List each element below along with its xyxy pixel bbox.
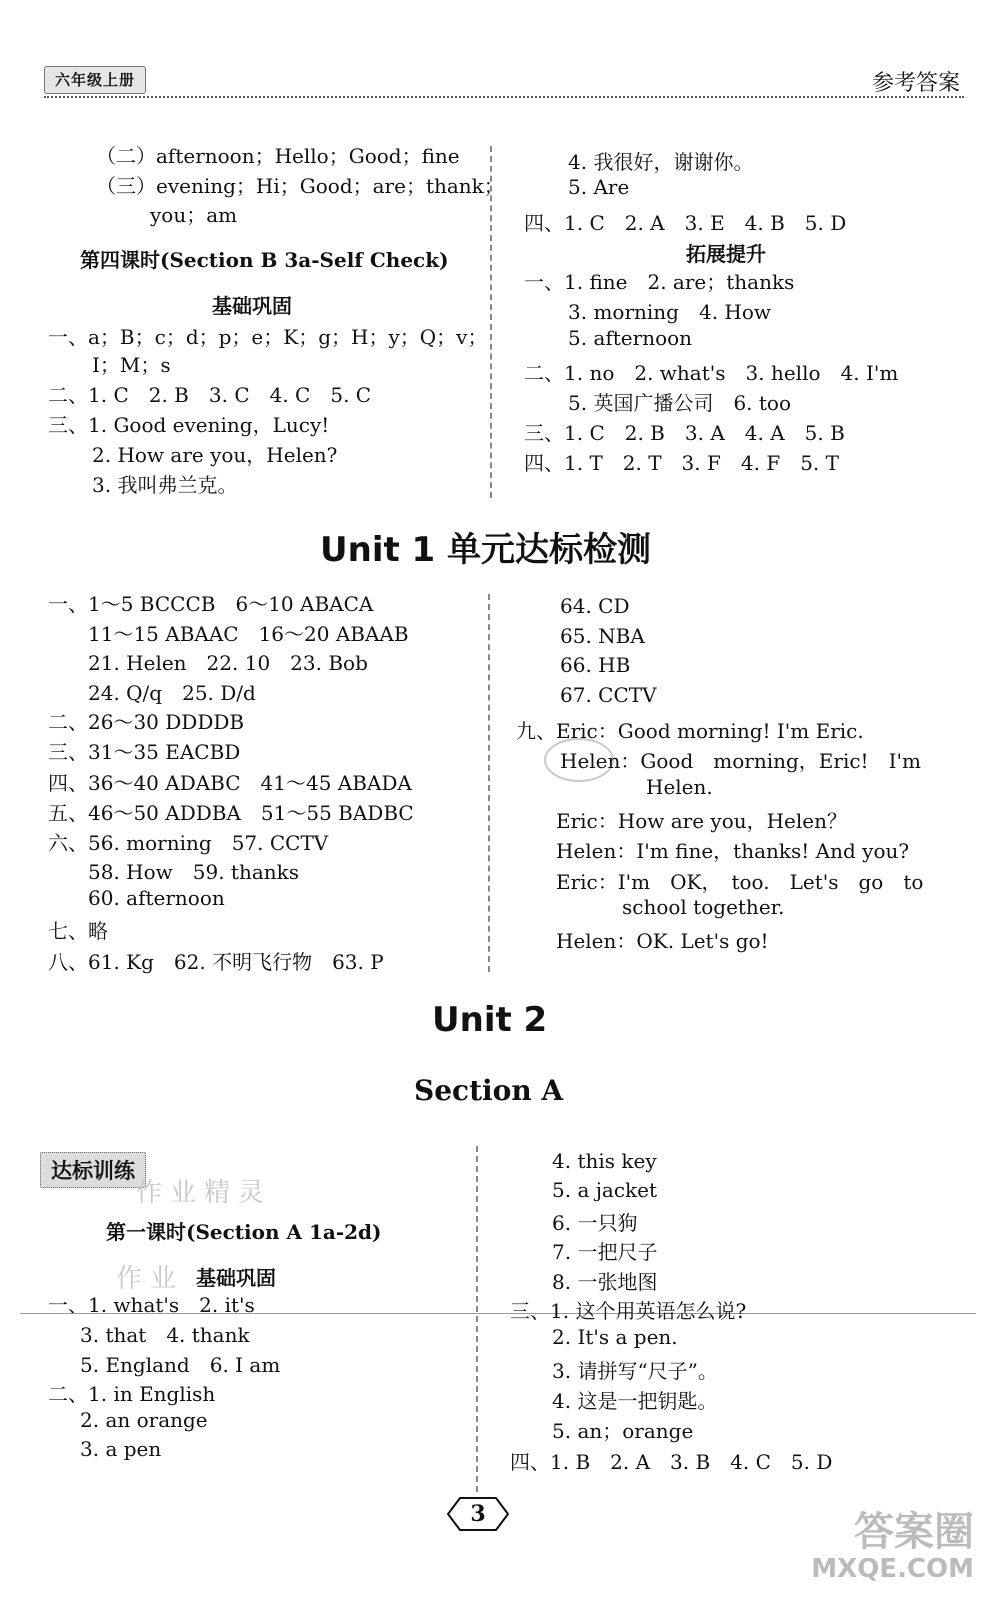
- answer-line: 八、61. Kg 62. 不明飞行物 63. P: [48, 950, 384, 974]
- answer-line: （三）evening；Hi；Good；are；thank；: [96, 174, 504, 198]
- unit2-title: Unit 2: [432, 1000, 548, 1040]
- answer-line: 7. 一把尺子: [552, 1240, 658, 1264]
- answer-line: 5. England 6. I am: [80, 1353, 281, 1377]
- answer-line: 三、1. C 2. B 3. A 4. A 5. B: [524, 421, 845, 445]
- answer-line: 5. 英国广播公司 6. too: [568, 391, 791, 415]
- answer-line: 4. 我很好，谢谢你。: [568, 150, 754, 174]
- grade-tag: 六年级上册: [44, 66, 146, 94]
- practice-badge: 达标训练: [40, 1152, 146, 1188]
- answer-line: 67. CCTV: [560, 683, 657, 707]
- answer-line: Helen：Good morning，Eric! I'm: [560, 749, 921, 773]
- answer-line: 三、1. 这个用英语怎么说?: [510, 1299, 747, 1323]
- answer-line: Helen：OK. Let's go!: [556, 929, 769, 953]
- answer-line: 3. 请拼写“尺子”。: [552, 1359, 718, 1383]
- answer-line: 九、Eric：Good morning! I'm Eric.: [516, 719, 864, 743]
- answer-line: 三、1. Good evening，Lucy!: [48, 413, 330, 437]
- answer-line: 一、1. what's 2. it's: [48, 1293, 255, 1317]
- answer-line: I；M；s: [92, 353, 171, 377]
- subsection-heading: 拓展提升: [686, 242, 766, 266]
- answer-line: 3. 我叫弗兰克。: [92, 473, 238, 497]
- answer-line: 七、略: [48, 919, 108, 943]
- horizontal-rule: [20, 1313, 976, 1314]
- answer-line: 2. an orange: [80, 1408, 208, 1432]
- page-number-badge: [446, 1496, 510, 1532]
- subsection-heading: 基础巩固: [196, 1266, 276, 1290]
- answer-line: 二、1. no 2. what's 3. hello 4. I'm: [524, 361, 899, 385]
- answer-line: 5. afternoon: [568, 326, 693, 350]
- answer-line: 五、46～50 ADDBA 51～55 BADBC: [48, 801, 414, 825]
- answer-line: Helen：I'm fine，thanks! And you?: [556, 839, 910, 863]
- answer-line: 6. 一只狗: [552, 1211, 638, 1235]
- answer-line: Helen.: [646, 775, 713, 799]
- answer-line: 三、31～35 EACBD: [48, 740, 241, 764]
- site-url: MXQE.COM: [811, 1554, 974, 1584]
- answer-line: 一、a；B；c；d；p；e；K；g；H；y；Q；v；: [48, 325, 488, 349]
- answer-line: 60. afternoon: [88, 886, 225, 910]
- answer-line: 一、1. fine 2. are；thanks: [524, 270, 795, 294]
- answer-line: 58. How 59. thanks: [88, 860, 300, 884]
- answer-line: 64. CD: [560, 594, 630, 618]
- answer-line: 5. an；orange: [552, 1419, 694, 1443]
- site-logo: 答案圈: [854, 1509, 974, 1555]
- answer-line: 四、36～40 ADABC 41～45 ABADA: [48, 771, 412, 795]
- answer-line: 21. Helen 22. 10 23. Bob: [88, 651, 368, 675]
- answer-line: school together.: [622, 895, 785, 919]
- page-number: 3: [470, 1501, 486, 1527]
- answer-line: 二、1. in English: [48, 1382, 216, 1406]
- answer-line: you；am: [150, 203, 238, 227]
- watermark-text: 作业: [116, 1264, 185, 1294]
- answer-line: 一、1～5 BCCCB 6～10 ABACA: [48, 592, 374, 616]
- answer-line: （二）afternoon；Hello；Good；fine: [96, 144, 460, 168]
- column-divider-unit1: [488, 594, 490, 972]
- header-title: 参考答案: [871, 71, 960, 96]
- answer-line: 六、56. morning 57. CCTV: [48, 831, 329, 855]
- answer-line: 4. this key: [552, 1149, 657, 1173]
- subsection-heading: 基础巩固: [212, 294, 292, 318]
- answer-line: 4. 这是一把钥匙。: [552, 1389, 718, 1413]
- answer-line: 四、1. T 2. T 3. F 4. F 5. T: [524, 451, 839, 475]
- answer-line: 二、26～30 DDDDB: [48, 710, 245, 734]
- answer-line: 3. a pen: [80, 1437, 162, 1461]
- answer-line: 8. 一张地图: [552, 1270, 658, 1294]
- answer-line: 四、1. C 2. A 3. E 4. B 5. D: [524, 211, 847, 235]
- unit1-title: Unit 1 单元达标检测: [320, 530, 652, 570]
- answer-line: 2. It's a pen.: [552, 1325, 678, 1349]
- answer-line: Eric：I'm OK， too. Let's go to: [556, 870, 924, 894]
- header-divider: [44, 96, 964, 98]
- answer-line: 3. that 4. thank: [80, 1323, 250, 1347]
- answer-line: 2. How are you，Helen?: [92, 443, 338, 467]
- lesson-title: 第四课时(Section B 3a-Self Check): [80, 248, 449, 272]
- watermark-text: 作业精灵: [136, 1178, 273, 1208]
- answer-line: 3. morning 4. How: [568, 300, 772, 324]
- section-title: Section A: [414, 1074, 564, 1107]
- answer-line: Eric：How are you，Helen？: [556, 809, 848, 833]
- lesson-title: 第一课时(Section A 1a-2d): [106, 1220, 382, 1244]
- answer-line: 66. HB: [560, 653, 631, 677]
- answer-line: 24. Q/q 25. D/d: [88, 681, 256, 705]
- answer-line: 二、1. C 2. B 3. C 4. C 5. C: [48, 383, 372, 407]
- answer-line: 四、1. B 2. A 3. B 4. C 5. D: [510, 1450, 833, 1474]
- answer-line: 5. Are: [568, 175, 630, 199]
- column-divider-unit2: [476, 1146, 478, 1492]
- answer-line: 11～15 ABAAC 16～20 ABAAB: [88, 622, 409, 646]
- answer-line: 65. NBA: [560, 624, 645, 648]
- answer-line: 5. a jacket: [552, 1178, 658, 1202]
